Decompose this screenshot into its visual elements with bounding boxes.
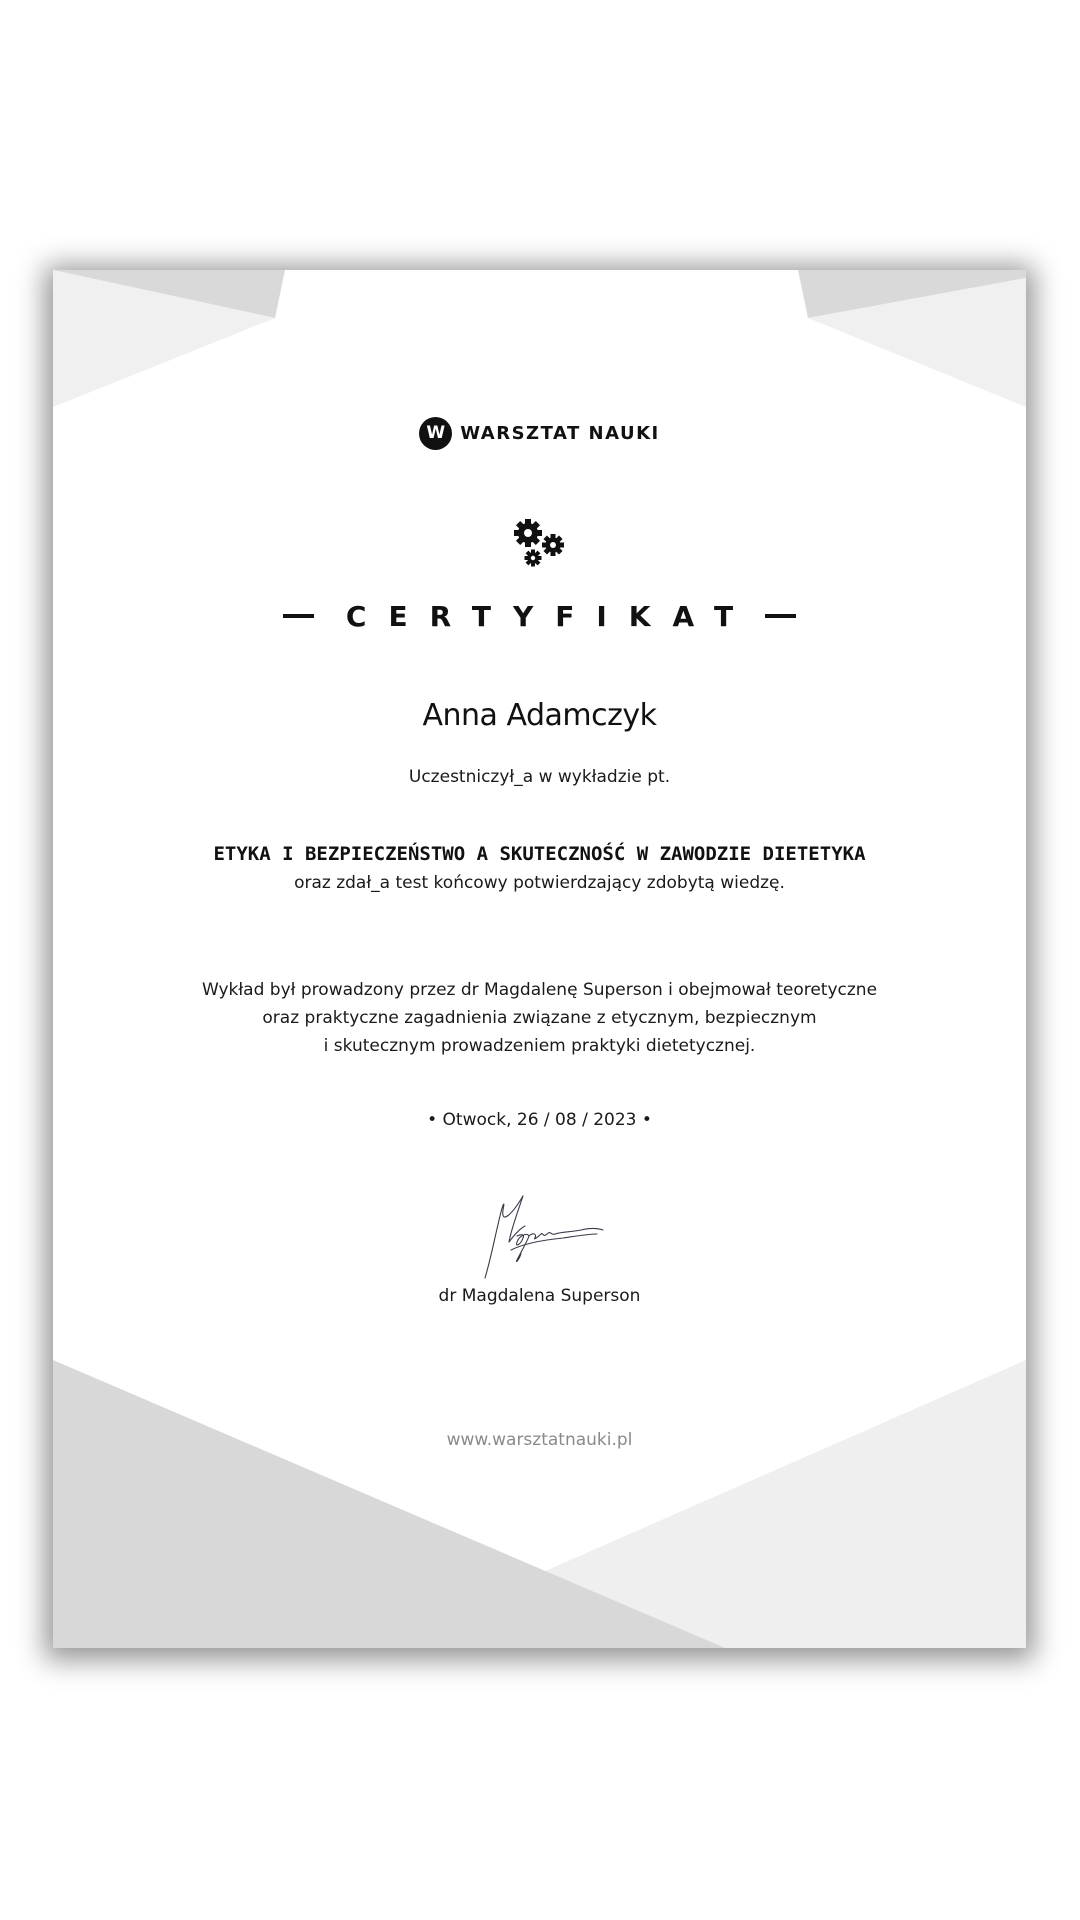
title-dash-right: [765, 614, 796, 618]
certificate: [53, 270, 1026, 1648]
brand-mark-icon: W: [419, 417, 452, 450]
lecture-description: [53, 976, 1026, 1060]
title-text: CERTYFIKAT: [345, 599, 756, 633]
title-dash-left: [283, 614, 314, 618]
brand-name: WARSZTAT NAUKI: [460, 422, 660, 444]
recipient-name: Anna Adamczyk: [422, 698, 657, 733]
participated-text: Uczestniczył_a w wykładzie pt.: [408, 767, 671, 787]
place-date: • Otwock, 26 / 08 / 2023 •: [427, 1110, 652, 1130]
passed-text: oraz zdał_a test końcowy potwierdzający zdobytą wiedzę.: [294, 873, 785, 893]
description-line: Wykład był prowadzony przez dr Magdalenę Superson i obejmował teoretyczne: [201, 980, 878, 1000]
signatory-name: dr Magdalena Superson: [438, 1286, 641, 1306]
description-line: i skutecznym prowadzeniem praktyki dietetycznej.: [323, 1036, 756, 1056]
brand-logo: [53, 415, 1026, 451]
lecture-title: ETYKA I BEZPIECZEŃSTWO A SKUTECZNOŚĆ W ZAWODZIE DIETETYKA: [213, 843, 866, 865]
certificate-title: [53, 596, 1026, 636]
gears-icon: [513, 518, 567, 568]
description-line: oraz praktyczne zagadnienia związane z etycznym, bezpiecznym: [262, 1008, 817, 1028]
signature-icon: [481, 1190, 605, 1280]
website-link[interactable]: www.warsztatnauki.pl: [446, 1430, 633, 1450]
certificate-content: [53, 270, 1026, 1648]
